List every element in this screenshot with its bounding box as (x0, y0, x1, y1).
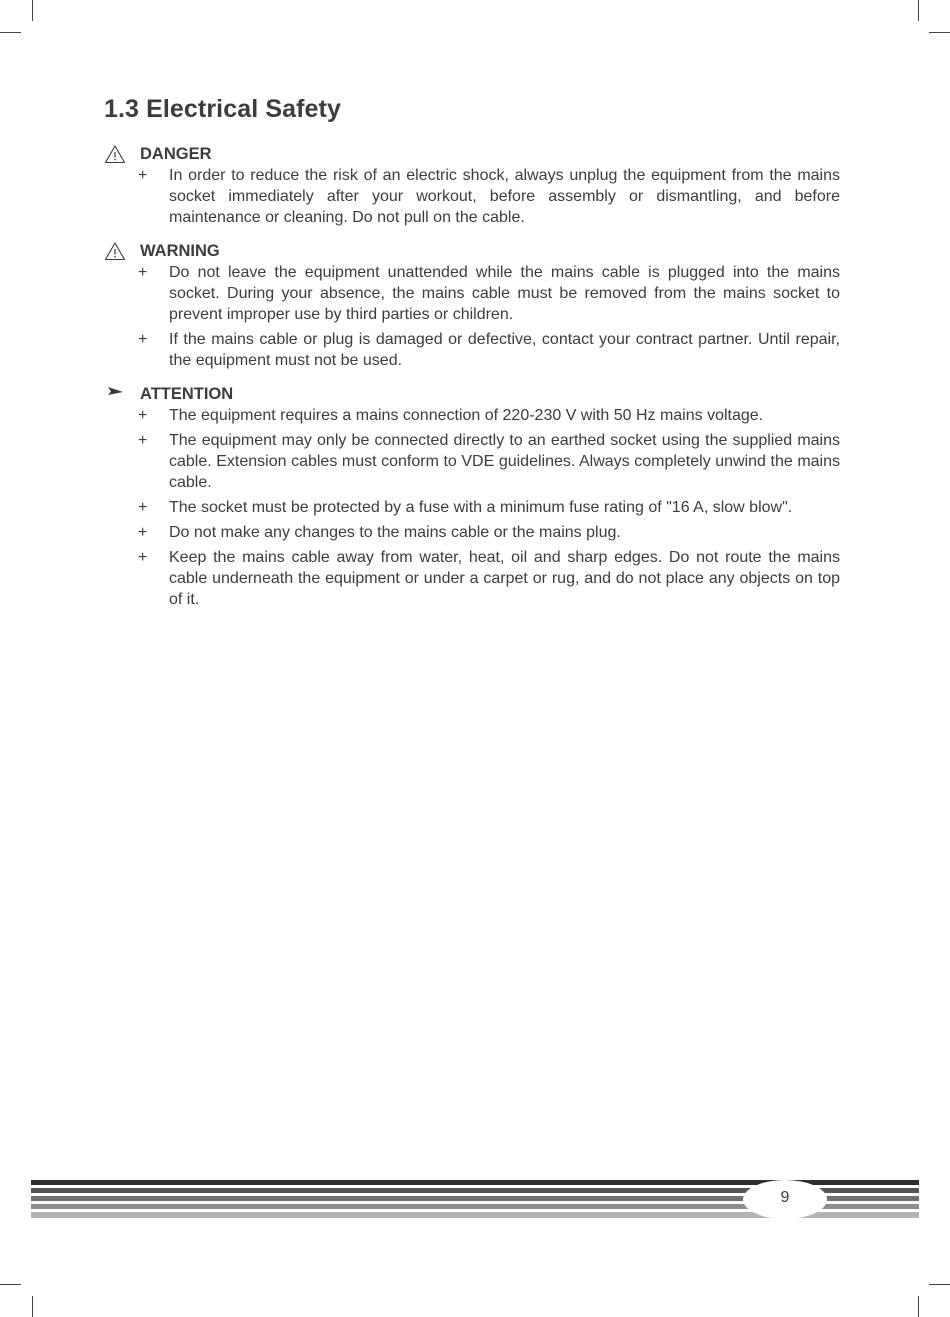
list-item (104, 430, 840, 493)
warning-triangle-icon (104, 241, 126, 261)
list-item (104, 405, 840, 426)
attention-list (104, 405, 840, 610)
crop-mark (32, 0, 33, 21)
attention-header (104, 383, 840, 405)
warning-triangle-icon (104, 144, 126, 164)
bullet-plus: + (138, 432, 148, 449)
bullet-plus: + (138, 331, 148, 348)
bullet-plus: + (138, 524, 148, 541)
warning-header (104, 240, 840, 262)
page-number: 9 (780, 1189, 790, 1206)
crop-mark (32, 1296, 33, 1317)
crop-mark (918, 1296, 919, 1317)
danger-list (104, 165, 840, 228)
page-title: 1.3 Electrical Safety (104, 95, 341, 123)
warning-section (104, 240, 840, 371)
list-item (104, 497, 840, 518)
list-item (104, 547, 840, 610)
item-text: The equipment may only be connected directly to an earthed socket using the supplied mains cable. Extension cables must conform to VDE guidelines. Always completely unwind the mains cable. (169, 432, 840, 491)
bullet-plus: + (138, 407, 148, 424)
bullet-plus: + (138, 499, 148, 516)
item-text: Keep the mains cable away from water, heat, oil and sharp edges. Do not route the mains cable underneath the equipment or under a carpet or rug, and do not place any objects on top of it. (169, 549, 840, 608)
crop-mark (0, 1284, 21, 1285)
item-text: Do not make any changes to the mains cable or the mains plug. (169, 524, 621, 541)
attention-label: ATTENTION (140, 385, 234, 403)
warning-list (104, 262, 840, 371)
bullet-plus: + (138, 549, 148, 566)
arrow-pointer-icon (104, 384, 126, 404)
item-text: In order to reduce the risk of an electric shock, always unplug the equipment from the mains socket immediately after your workout, before assembly or dismantling, and before maintenance or cleaning. Do not pull on the cable. (169, 167, 840, 226)
crop-mark (918, 0, 919, 21)
warning-label: WARNING (140, 242, 220, 260)
list-item (104, 165, 840, 228)
danger-label: DANGER (140, 145, 212, 163)
item-text: The socket must be protected by a fuse with a minimum fuse rating of "16 A, slow blow". (169, 499, 793, 516)
item-text: The equipment requires a mains connection of 220-230 V with 50 Hz mains voltage. (169, 407, 764, 424)
page-footer (31, 1180, 919, 1219)
list-item (104, 262, 840, 325)
crop-mark (0, 32, 21, 33)
item-text: Do not leave the equipment unattended while the mains cable is plugged into the mains socket. During your absence, the mains cable must be removed from the mains socket to prevent improper use by third parties or children. (169, 264, 840, 323)
bullet-plus: + (138, 167, 148, 184)
bullet-plus: + (138, 264, 148, 281)
danger-section (104, 143, 840, 228)
crop-mark (929, 32, 950, 33)
list-item (104, 522, 840, 543)
crop-mark (929, 1284, 950, 1285)
danger-header (104, 143, 840, 165)
item-text: If the mains cable or plug is damaged or defective, contact your contract partner. Until repair, the equipment must not be used. (169, 331, 840, 369)
list-item (104, 329, 840, 371)
attention-section (104, 383, 840, 610)
